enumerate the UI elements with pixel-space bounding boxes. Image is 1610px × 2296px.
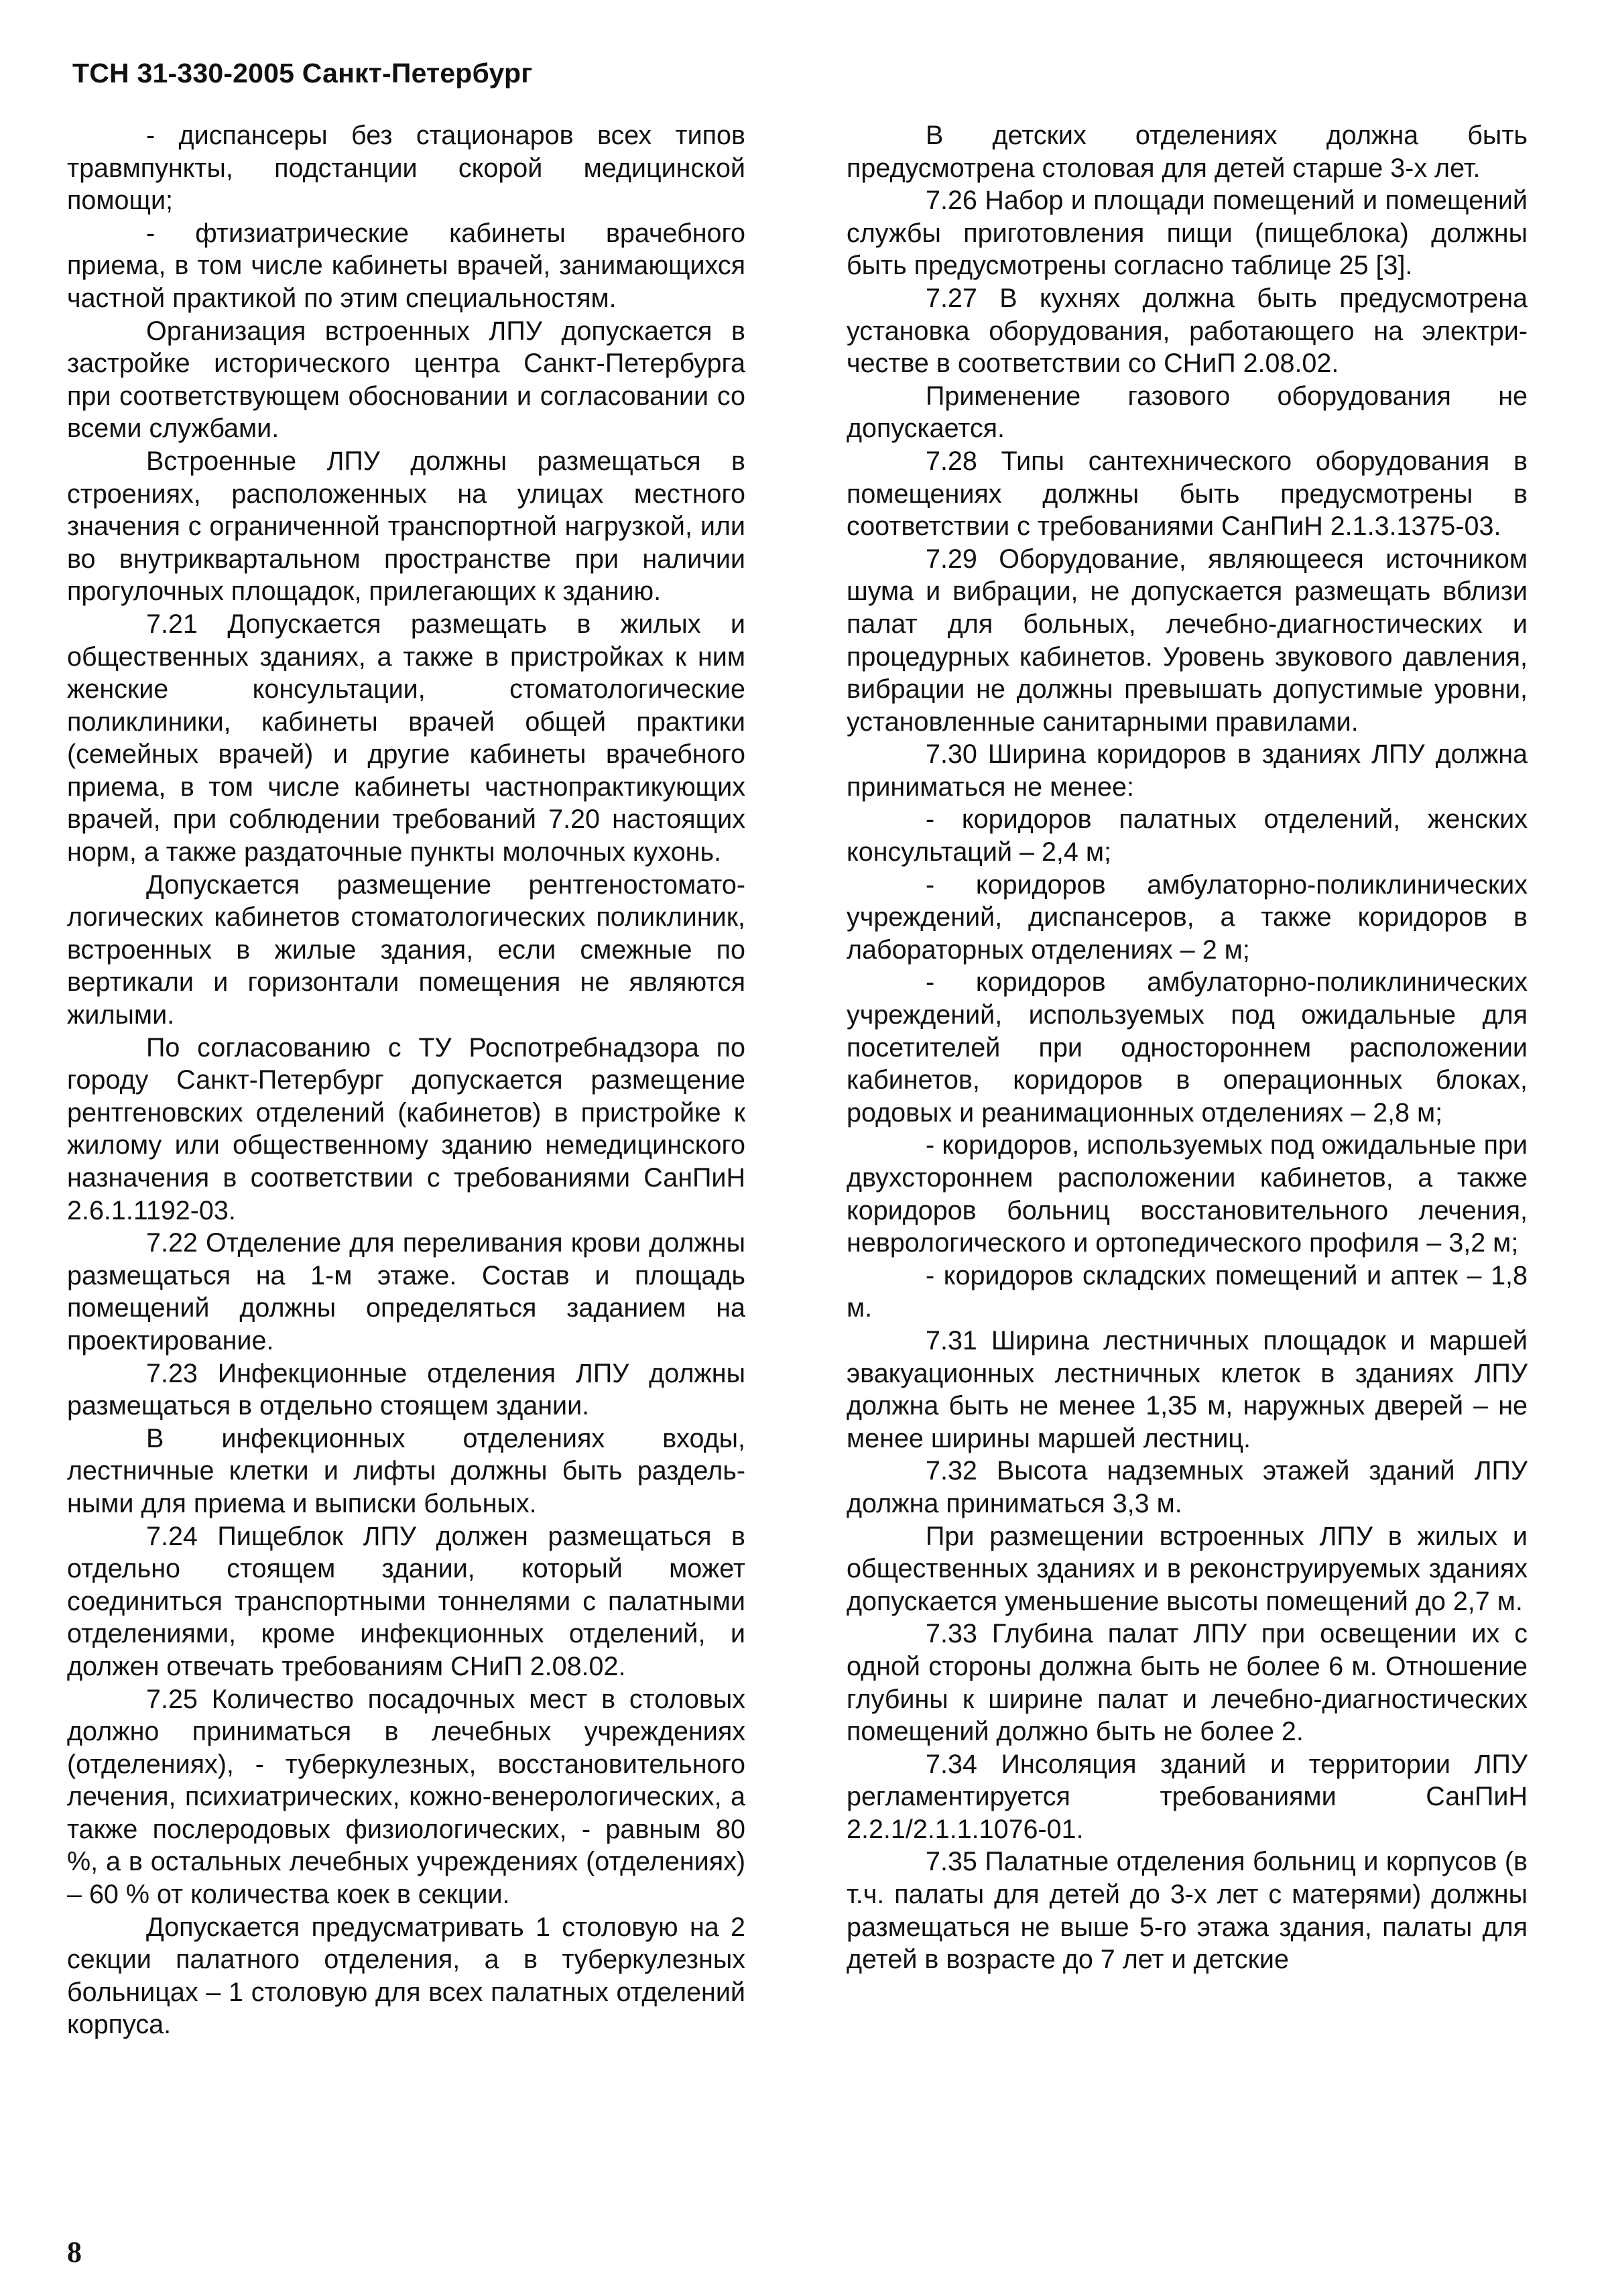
- right-paragraph-1: В детских отделениях должна быть предусмотрена столовая для детей старше 3-х лет.: [847, 121, 1528, 183]
- page-number: 8: [67, 2236, 82, 2269]
- right-paragraph-11: 7.33 Глубина палат ЛПУ при освещении их с одной стороны должна быть не более 6 м. Отношение глубины к ширине палат и лечебно-диагностических помещений должно быть не более 2.: [847, 1619, 1528, 1747]
- left-paragraph-2: - фтизиатрические кабинеты врачебного приема, в том числе кабинеты врачей, занимающихся частной практикой по этим специальностям.: [67, 218, 745, 313]
- right-paragraph-10: При размещении встроенных ЛПУ в жилых и общественных зданиях и в реконструируемых зданиях допускается уменьшение высоты помещений до 2,7 м.: [847, 1521, 1528, 1616]
- right-list-item-4: - коридоров, используемых под ожидальные при двухстороннем расположении кабинетов, а также коридоров больниц восстановительного лечения, неврологического и ортопедического профиля – 3,2 м;: [847, 1130, 1528, 1258]
- left-paragraph-3: Организация встроенных ЛПУ допускается в застройке исторического центра Санкт-Петербурга при соответствующем обосновании и согласовании со всеми службами.: [67, 316, 745, 444]
- left-paragraph-9: 7.23 Инфекционные отделения ЛПУ должны размещаться в отдельно стоящем здании.: [67, 1358, 745, 1421]
- page-header-title: ТСН 31-330-2005 Санкт-Петербург: [72, 58, 533, 88]
- left-paragraph-13: Допускается предусматривать 1 столовую на 2 секции палатного отделения, а в туберкулезных больницах – 1 столовую для всех палатных отделений корпуса.: [67, 1912, 745, 2040]
- right-list-item-1: - коридоров палатных отделений, женских консультаций – 2,4 м;: [847, 804, 1528, 867]
- left-paragraph-6: Допускается размещение рентгеностоматологических кабинетов стоматологических поликлиник, встроенных в жилые здания, если смежные по вертикали и горизонтали помещения не являются жилыми.: [67, 869, 745, 1030]
- left-paragraph-4: Встроенные ЛПУ должны размещаться в строениях, расположенных на улицах местного значения с ограниченной транспортной нагрузкой, или во внутриквартальном пространстве при наличии прогулочных площадок, прилегающих к зданию.: [67, 446, 745, 607]
- left-paragraph-8: 7.22 Отделение для переливания крови должны размещаться на 1-м этаже. Состав и площадь помещений должны определяться заданием на проектирование.: [67, 1228, 745, 1355]
- right-paragraph-8: 7.31 Ширина лестничных площадок и маршей эвакуационных лестничных клеток в зданиях ЛПУ должна быть не менее 1,35 м, наружных дверей – не менее ширины маршей лестниц.: [847, 1325, 1528, 1453]
- right-paragraph-5: 7.28 Типы сантехнического оборудования в помещениях должны быть предусмотрены в соответствии с требованиями СанПиН 2.1.3.1375-03.: [847, 446, 1528, 542]
- right-list-item-3: - коридоров амбулаторно-поликлинических учреждений, используемых под ожидальные для посетителей при одностороннем расположении кабинетов, коридоров в операционных блоках, родовых и реанимационных отделениях – 2,8 м;: [847, 967, 1528, 1128]
- right-paragraph-2: 7.26 Набор и площади помещений и помещений службы приготовления пищи (пищеблока) должны быть предусмотрены согласно таблице 25 [3].: [847, 186, 1528, 281]
- right-paragraph-13: 7.35 Палатные отделения больниц и корпусов (в т.ч. палаты для детей до 3-х лет с матерями) должны размещаться не выше 5-го этажа здания, палаты для детей в возрасте до 7 лет и детские: [847, 1847, 1528, 1975]
- left-column: [67, 119, 745, 2041]
- right-paragraph-6: 7.29 Оборудование, являющееся источником шума и вибрации, не допускается размещать вблизи палат для больных, лечебно-диагностических и процедурных кабинетов. Уровень звукового давления, вибрации не должны превышать допустимые уровни, установленные санитарными правилами.: [847, 544, 1528, 737]
- left-paragraph-1: - диспансеры без стационаров всех типов травмпункты, подстанции скорой медицинской помощи;: [67, 121, 745, 216]
- right-list-item-2: - коридоров амбулаторно-поликлинических учреждений, диспансеров, а также коридоров в лабораторных отделениях – 2 м;: [847, 869, 1528, 965]
- right-paragraph-9: 7.32 Высота надземных этажей зданий ЛПУ должна приниматься 3,3 м.: [847, 1456, 1528, 1518]
- left-paragraph-5: 7.21 Допускается размещать в жилых и общественных зданиях, а также в пристройках к ним женские консультации, стоматологические поликлиники, кабинеты врачей общей практики (семейных врачей) и другие кабинеты врачебного приема, в том числе кабинеты частнопрактикующих врачей, при соблюдении требований 7.20 настоящих норм, а также раздаточные пункты молочных кухонь.: [67, 609, 745, 867]
- left-paragraph-12: 7.25 Количество посадочных мест в столовых должно приниматься в лечебных учреждениях (отделениях), - туберкулезных, восстановительного лечения, психиатрических, кожно-венерологических, а также послеродовых физиологических, - равным 80 %, а в остальных лечебных учреждениях (отделениях) – 60 % от количества коек в секции.: [67, 1684, 745, 1910]
- right-paragraph-4: Применение газового оборудования не допускается.: [847, 381, 1528, 444]
- right-column: [847, 119, 1528, 1976]
- right-paragraph-3: 7.27 В кухнях должна быть предусмотрена установка оборудования, работающего на электричестве в соответствии со СНиП 2.08.02.: [847, 283, 1528, 379]
- left-paragraph-11: 7.24 Пищеблок ЛПУ должен размещаться в отдельно стоящем здании, который может соединиться транспортными тоннелями с палатными отделениями, кроме инфекционных отделений, и должен отвечать требованиям СНиП 2.08.02.: [67, 1521, 745, 1681]
- right-paragraph-7: 7.30 Ширина коридоров в зданиях ЛПУ должна приниматься не менее:: [847, 739, 1528, 802]
- left-paragraph-7: По согласованию с ТУ Роспотребнадзора по городу Санкт-Петербург допускается размещение рентгеновских отделений (кабинетов) в пристройке к жилому или общественному зданию немедицинского назначения в соответствии с требованиями СанПиН 2.6.1.1192-03.: [67, 1032, 745, 1225]
- left-paragraph-10: В инфекционных отделениях входы, лестничные клетки и лифты должны быть раздельными для приема и выписки больных.: [67, 1423, 745, 1518]
- right-list-item-5: - коридоров складских помещений и аптек – 1,8 м.: [847, 1260, 1528, 1323]
- right-paragraph-12: 7.34 Инсоляция зданий и территории ЛПУ регламентируется требованиями СанПиН 2.2.1/2.1.1.1076-01.: [847, 1749, 1528, 1844]
